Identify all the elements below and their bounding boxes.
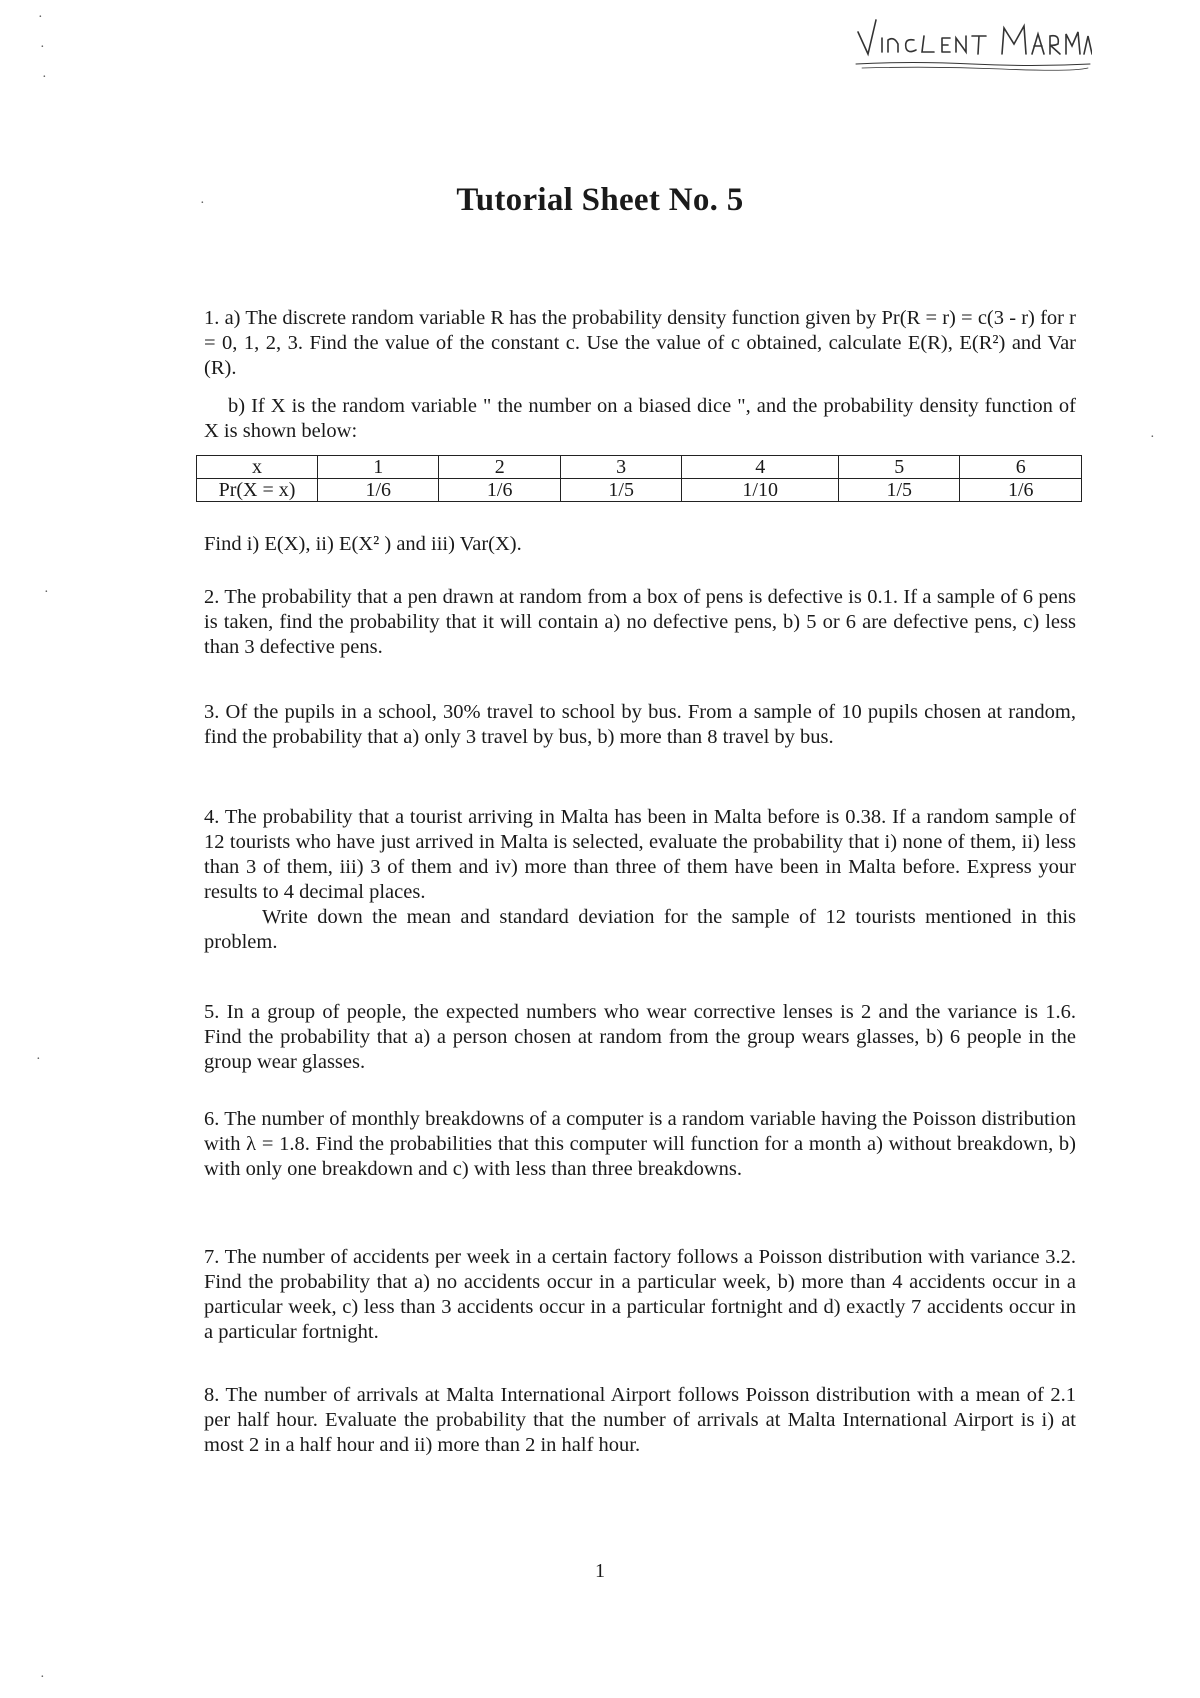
page-number: 1	[595, 1560, 605, 1582]
probability-table	[196, 455, 1082, 502]
table-cell: 6	[960, 456, 1082, 479]
question-4-followup: Write down the mean and standard deviation for the sample of 12 tourists mentioned in this problem.	[204, 906, 1076, 953]
table-cell: 2	[439, 456, 560, 479]
question-5-text: 5. In a group of people, the expected numbers who wear corrective lenses is 2 and the variance is 1.6. Find the probability that a) a person chosen at random from the group wears glasses, b) 6 people in the group wear glasses.	[204, 1001, 1076, 1073]
question-6	[204, 1107, 1076, 1182]
table-cell: 1	[318, 456, 439, 479]
table-cell: 1/6	[318, 479, 439, 502]
question-7	[204, 1245, 1076, 1345]
scan-speck: ·	[36, 1052, 41, 1067]
question-1b-text: b) If X is the random variable " the number on a biased dice ", and the probability density function of X is shown below:	[204, 395, 1076, 442]
question-5	[204, 1000, 1076, 1075]
question-1b	[204, 394, 1076, 444]
table-cell: 1/6	[439, 479, 560, 502]
question-8-text: 8. The number of arrivals at Malta International Airport follows Poisson distribution with a mean of 2.1 per half hour. Evaluate the probability that the number of arrivals at Malta International Airport is i) at most 2 in a half hour and ii) more than 2 in half hour.	[204, 1384, 1076, 1456]
scan-speck: ·	[200, 196, 205, 211]
scan-speck: ·	[1150, 430, 1155, 445]
scan-speck: ·	[40, 1670, 45, 1685]
table-cell: 3	[560, 456, 681, 479]
question-6-text: 6. The number of monthly breakdowns of a computer is a random variable having the Poisson distribution with λ = 1.8. Find the probabilities that this computer will function for a month a) without breakdown, b) with only one breakdown and c) with less than three breakdowns.	[204, 1108, 1076, 1180]
question-2	[204, 585, 1076, 660]
table-row-x	[197, 456, 1082, 479]
question-3-text: 3. Of the pupils in a school, 30% travel to school by bus. From a sample of 10 pupils chosen at random, find the probability that a) only 3 travel by bus, b) more than 8 travel by bus.	[204, 701, 1076, 748]
scan-speck: ·	[44, 585, 49, 600]
question-8	[204, 1383, 1076, 1458]
scan-speck: ·	[42, 70, 47, 85]
scan-speck: ·	[40, 40, 45, 55]
table-cell: 5	[839, 456, 960, 479]
table-header-prob: Pr(X = x)	[197, 479, 318, 502]
table-row-prob	[197, 479, 1082, 502]
question-1a	[204, 306, 1076, 381]
question-1a-text: 1. a) The discrete random variable R has the probability density function given by Pr(R = r) = c(3 - r) for r = 0, 1, 2, 3. Find the value of the constant c. Use the value of c obtained, calculate E(R), E(R²) and Var (R).	[204, 307, 1076, 379]
table-cell: 4	[682, 456, 839, 479]
scan-speck: ·	[38, 10, 43, 25]
question-3	[204, 700, 1076, 750]
table-cell: 1/5	[560, 479, 681, 502]
question-7-text: 7. The number of accidents per week in a certain factory follows a Poisson distribution with variance 3.2. Find the probability that a) no accidents occur in a particular week, b) more than 4 accidents occur in a particular week, c) less than 3 accidents occur in a particular fortnight and d) exactly 7 accidents occur in a particular fortnight.	[204, 1246, 1076, 1343]
question-2-text: 2. The probability that a pen drawn at random from a box of pens is defective is 0.1. If a sample of 6 pens is taken, find the probability that it will contain a) no defective pens, b) 5 or 6 are defective pens, c) less than 3 defective pens.	[204, 586, 1076, 658]
handwritten-signature	[852, 14, 1092, 74]
question-4-text: 4. The probability that a tourist arriving in Malta has been in Malta before is 0.38. If a random sample of 12 tourists who have just arrived in Malta is selected, evaluate the probability that i) none of them, ii) less than 3 of them, iii) 3 of them and iv) more than three of them have been in Malta before. Express your results to 4 decimal places.	[204, 806, 1076, 903]
table-cell: 1/5	[839, 479, 960, 502]
table-cell: 1/10	[682, 479, 839, 502]
page-title: Tutorial Sheet No. 5	[456, 182, 744, 218]
question-1b-find-text: Find i) E(X), ii) E(X² ) and iii) Var(X).	[204, 533, 522, 555]
table-cell: 1/6	[960, 479, 1082, 502]
table-header-x: x	[197, 456, 318, 479]
question-4	[204, 805, 1076, 955]
question-1b-find	[204, 532, 1076, 557]
